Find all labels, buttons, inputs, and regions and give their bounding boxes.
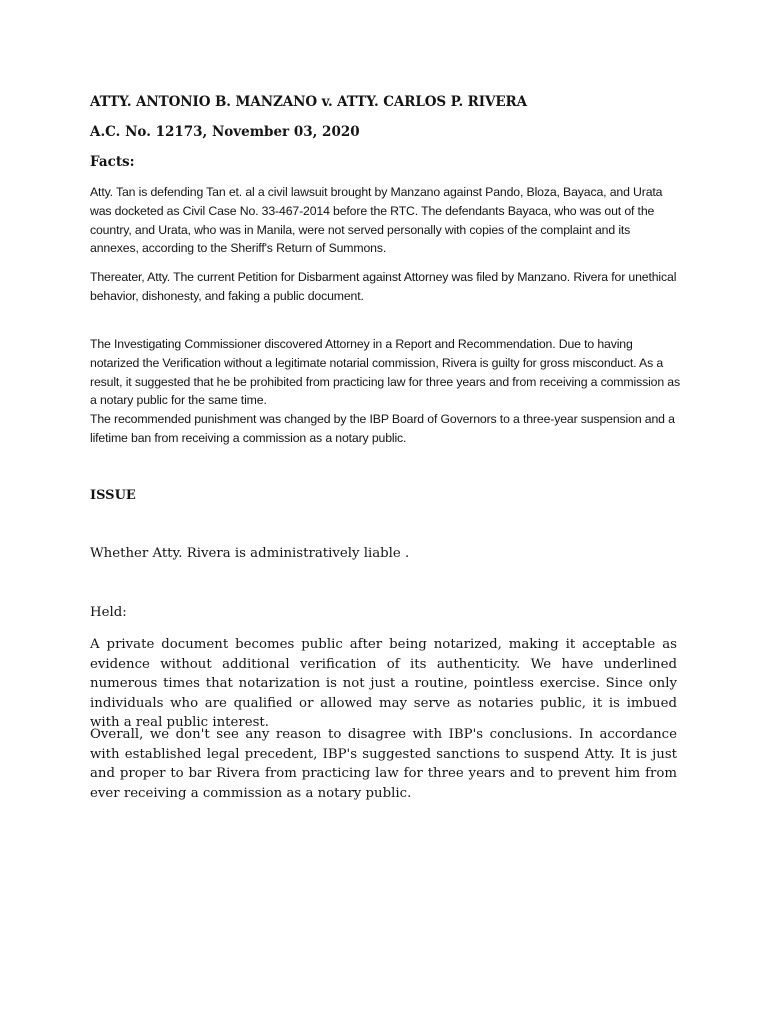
facts-paragraph: Thereater, Atty. The current Petition for Disbarment against Attorney was filed by Manzano. Rivera for unethical behavior, dishonesty, and faking a public document. [90, 270, 677, 303]
facts-paragraph: The Investigating Commissioner discovered Attorney in a Report and Recommendation. Due to having notarized the Verification without a legitimate notarial commission, Rivera is guilty for gross misconduct. As a result, it suggested that he be prohibited from practicing law for three years and from receiving a commission as a notary public for the same time. The recommended punishment was changed by the IBP Board of Governors to a three-year suspension and a lifetime ban from receiving a commission as a notary public. [90, 337, 680, 445]
issue-text: Whether Atty. Rivera is administratively liable . [90, 546, 410, 561]
held-paragraph: A private document becomes public after being notarized, making it acceptable as evidence without additional verification of its authenticity. We have underlined numerous times that notarization is not just a routine, pointless exercise. Since only individuals who are qualified or allowed may serve as notaries public, it is imbued with a real public interest. [90, 637, 677, 731]
facts-paragraph: Atty. Tan is defending Tan et. al a civil lawsuit brought by Manzano against Pando, Bloza, Bayaca, and Urata was docketed as Civil Case No. 33-467-2014 before the RTC. The defendants Bayaca, who was out of the country, and Urata, who was in Manila, were not served personally with copies of the complaint and its annexes, according to the Sheriff's Return of Summons. [90, 185, 663, 256]
case-title: ATTY. ANTONIO B. MANZANO v. ATTY. CARLOS P. RIVERA [90, 94, 528, 110]
facts-heading: Facts: [90, 154, 135, 170]
held-paragraph: Overall, we don't see any reason to disagree with IBP's conclusions. In accordance with established legal precedent, IBP's suggested sanctions to suspend Atty. It is just and proper to bar Rivera from practicing law for three years and to prevent him from ever receiving a commission as a notary public. [90, 727, 677, 801]
issue-heading: ISSUE [90, 488, 136, 503]
held-heading: Held: [90, 605, 127, 620]
case-number: A.C. No. 12173, November 03, 2020 [90, 124, 360, 140]
